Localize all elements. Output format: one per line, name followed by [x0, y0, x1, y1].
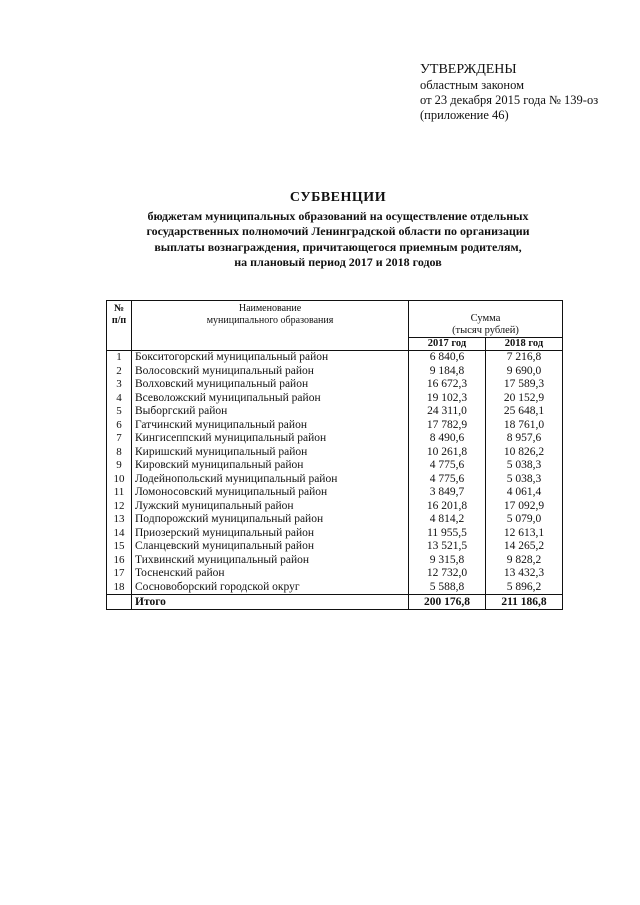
total-number-cell [107, 595, 132, 610]
table-row [107, 473, 563, 487]
title-line: бюджетам муниципальных образований на осуществление отдельных [147, 208, 529, 223]
amount-2017: 16 672,3 [409, 378, 486, 392]
amount-2018: 4 061,4 [486, 486, 563, 500]
row-number: 1 [107, 351, 132, 365]
amount-2018: 9 690,0 [486, 365, 563, 379]
municipality-name: Лужский муниципальный район [132, 500, 409, 514]
row-number: 13 [107, 513, 132, 527]
amount-2018: 9 828,2 [486, 554, 563, 568]
amount-2017: 5 588,8 [409, 581, 486, 595]
amount-2017: 4 775,6 [409, 473, 486, 487]
amount-2017: 6 840,6 [409, 351, 486, 365]
approval-stamp [420, 62, 598, 123]
municipality-name: Всеволожский муниципальный район [132, 392, 409, 406]
approval-law: областным законом [420, 78, 525, 92]
amount-2017: 24 311,0 [409, 405, 486, 419]
row-number: 2 [107, 365, 132, 379]
row-number: 3 [107, 378, 132, 392]
table-row [107, 567, 563, 581]
row-number: 18 [107, 581, 132, 595]
approval-date: от 23 декабря 2015 года № 139-оз [420, 93, 599, 107]
table-row [107, 378, 563, 392]
row-number: 11 [107, 486, 132, 500]
municipality-name: Приозерский муниципальный район [132, 527, 409, 541]
municipality-name: Выборгский район [132, 405, 409, 419]
amount-2017: 4 775,6 [409, 459, 486, 473]
amount-2017: 12 732,0 [409, 567, 486, 581]
header-year-2017: 2017 год [409, 338, 486, 351]
header-year-2018: 2018 год [486, 338, 563, 351]
header-sum-line1: Сумма [470, 313, 501, 324]
row-number: 8 [107, 446, 132, 460]
total-2017: 200 176,8 [409, 595, 486, 610]
table-row [107, 513, 563, 527]
municipality-name: Кингисеппский муниципальный район [132, 432, 409, 446]
municipality-name: Киришский муниципальный район [132, 446, 409, 460]
table-row [107, 446, 563, 460]
municipality-name: Тосненский район [132, 567, 409, 581]
row-number: 17 [107, 567, 132, 581]
amount-2018: 17 589,3 [486, 378, 563, 392]
amount-2017: 8 490,6 [409, 432, 486, 446]
row-number: 14 [107, 527, 132, 541]
table-row [107, 500, 563, 514]
amount-2018: 17 092,9 [486, 500, 563, 514]
row-number: 15 [107, 540, 132, 554]
amount-2018: 18 761,0 [486, 419, 563, 433]
table-row [107, 540, 563, 554]
amount-2017: 19 102,3 [409, 392, 486, 406]
row-number: 4 [107, 392, 132, 406]
amount-2018: 14 265,2 [486, 540, 563, 554]
row-number: 16 [107, 554, 132, 568]
amount-2018: 25 648,1 [486, 405, 563, 419]
amount-2018: 20 152,9 [486, 392, 563, 406]
table-row [107, 432, 563, 446]
amount-2018: 13 432,3 [486, 567, 563, 581]
document-title [108, 190, 568, 271]
amount-2018: 7 216,8 [486, 351, 563, 365]
title-line: государственных полномочий Ленинградской области по организации [146, 224, 530, 238]
header-name [132, 301, 409, 351]
table-row [107, 554, 563, 568]
amount-2017: 10 261,8 [409, 446, 486, 460]
amount-2018: 5 038,3 [486, 473, 563, 487]
municipality-name: Подпорожский муниципальный район [132, 513, 409, 527]
row-number: 7 [107, 432, 132, 446]
table-row [107, 392, 563, 406]
amount-2018: 8 957,6 [486, 432, 563, 446]
amount-2018: 5 896,2 [486, 581, 563, 595]
row-number: 10 [107, 473, 132, 487]
table-row [107, 419, 563, 433]
row-number: 12 [107, 500, 132, 514]
table-row [107, 527, 563, 541]
amount-2017: 3 849,7 [409, 486, 486, 500]
amount-2018: 12 613,1 [486, 527, 563, 541]
municipality-name: Сланцевский муниципальный район [132, 540, 409, 554]
approval-appendix: (приложение 46) [420, 108, 509, 122]
total-2018: 211 186,8 [486, 595, 563, 610]
amount-2017: 9 315,8 [409, 554, 486, 568]
total-row [107, 595, 563, 610]
municipality-name: Волховский муниципальный район [132, 378, 409, 392]
title-line: выплаты вознаграждения, причитающегося приемным родителям, [154, 239, 522, 254]
total-label: Итого [132, 595, 409, 610]
title-main: СУБВЕНЦИИ [289, 190, 387, 205]
table-row [107, 459, 563, 473]
amount-2018: 5 079,0 [486, 513, 563, 527]
municipality-name: Тихвинский муниципальный район [132, 554, 409, 568]
municipality-name: Кировский муниципальный район [132, 459, 409, 473]
municipality-name: Гатчинский муниципальный район [132, 419, 409, 433]
approval-heading: УТВЕРЖДЕНЫ [420, 62, 517, 77]
header-number-abbr: п/п [111, 315, 127, 326]
title-line: на плановый период 2017 и 2018 годов [234, 255, 442, 269]
header-sum [409, 301, 563, 338]
amount-2017: 4 814,2 [409, 513, 486, 527]
amount-2017: 9 184,8 [409, 365, 486, 379]
municipality-name: Сосновоборский городской округ [132, 581, 409, 595]
table-row [107, 405, 563, 419]
municipality-name: Бокситогорский муниципальный район [132, 351, 409, 365]
municipality-name: Ломоносовский муниципальный район [132, 486, 409, 500]
amount-2018: 10 826,2 [486, 446, 563, 460]
table-row [107, 486, 563, 500]
table-row [107, 351, 563, 365]
municipality-name: Волосовский муниципальный район [132, 365, 409, 379]
header-name-line2: муниципального образования [206, 315, 334, 326]
header-number-sign: № [113, 303, 125, 314]
amount-2017: 16 201,8 [409, 500, 486, 514]
table-row [107, 581, 563, 595]
municipality-name: Лодейнопольский муниципальный район [132, 473, 409, 487]
header-sum-line2: (тысяч рублей) [452, 325, 519, 336]
subventions-table [106, 300, 563, 610]
row-number: 5 [107, 405, 132, 419]
amount-2017: 11 955,5 [409, 527, 486, 541]
row-number: 6 [107, 419, 132, 433]
header-number [107, 301, 132, 351]
header-name-line1: Наименование [238, 303, 302, 314]
amount-2017: 13 521,5 [409, 540, 486, 554]
row-number: 9 [107, 459, 132, 473]
amount-2018: 5 038,3 [486, 459, 563, 473]
amount-2017: 17 782,9 [409, 419, 486, 433]
table-row [107, 365, 563, 379]
